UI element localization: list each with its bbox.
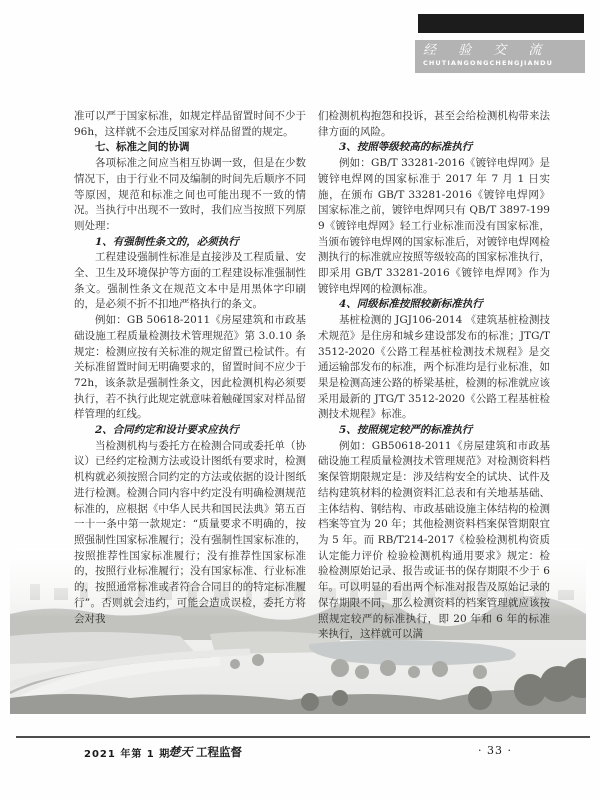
paragraph: 准可以严于国家标准，如规定样品留置时间不少于 96h，这样就不会违反国家对样品留置的规定。	[74, 110, 306, 138]
paragraph: 基桩检测的 JGJ106-2014 《建筑基桩检测技术规范》是住房和城乡建设部发布的标准；JTG/T 3512-2020《公路工程基桩检测技术规程》是交通运输部发布的标准，两个标准均是行业标准，如果是检测高速公路的桥梁基桩，检测的标准就应该采用最新的 JTG/T 3512-2020《公路工程基桩检测技术规程》标准。	[318, 314, 550, 421]
paragraph: 各项标准之间应当相互协调一致，但是在少数情况下，由于行业不同及编制的时间先后顺序不同等原因，规范和标准之间也可能出现不一致的情况。当执行中出现不一致时，我们应当按照下列原则处理：	[74, 157, 306, 232]
section-subtitle-pinyin: CHUTIANGONGCHENGJIANDU	[423, 59, 554, 67]
page-number: · 33 ·	[478, 744, 512, 757]
numbered-subheading: 2、合同约定和设计要求应执行	[95, 424, 239, 437]
paragraph: 例如：GB/T 33281-2016《镀锌电焊网》是镀锌电焊网的国家标准于 2017 年 7 月 1 日实施，在颁布 GB/T 33281-2016《镀锌电焊网》国家标准之前，镀锌电焊网只有 QB/T 3897-1999《镀锌电焊网》轻工行业标准而没有国家标准，当颁布镀锌电焊网的国家标准后，对镀锌电焊网检测执行的标准就应按照等级较高的国家标准执行，即采用 GB/T 33281-2016《镀锌电焊网》作为镀锌电焊网的检测标准。	[318, 157, 550, 295]
numbered-subheading: 1、有强制性条文的，必须执行	[95, 235, 239, 248]
header-black-bar	[418, 14, 584, 33]
footer-rule	[16, 736, 590, 738]
paragraph: 当检测机构与委托方在检测合同或委托单（协议）已经约定检测方法或设计图纸有要求时，检测机构就必须按照合同约定的方法或依据的设计图纸进行检测。检测合同内容中约定没有明确检测规范标准的，应根据《中华人民共和国民法典》第五百一十一条中第一款规定：“质量要求不明确的，按照强制性国家标准履行；没有强制性国家标准的，按照推荐性国家标准履行；没有推荐性国家标准的，按照行业标准履行；没有国家标准、行业标准的，按照通常标准或者符合合同目的的特定标准履行”。否则就会违约，可能会造成误检，委托方将会对我	[74, 439, 306, 625]
section-heading: 七、标准之间的协调	[95, 141, 190, 154]
right-column	[318, 109, 550, 643]
numbered-subheading: 3、按照等级较高的标准执行	[339, 141, 473, 154]
journal-logo: 楚天	[166, 745, 193, 759]
footer	[0, 743, 600, 763]
paragraph: 们检测机构抱怨和投诉，甚至会给检测机构带来法律方面的风险。	[318, 110, 550, 138]
footer-issue: 2021 年第 1 期	[84, 749, 171, 760]
section-title: 经 验 交 流	[423, 43, 551, 58]
article-body	[74, 109, 550, 643]
paragraph: 工程建设强制性标准是直接涉及工程质量、安全、卫生及环境保护等方面的工程建设标准强制性条文。强制性条文在规范文本中是用黑体字印刷的，是必须不折不扣地严格执行的条文。	[74, 251, 306, 311]
paragraph: 例如：GB50618-2011《房屋建筑和市政基础设施工程质量检测技术管理规范》对检测资料档案保管期限规定是：涉及结构安全的试块、试件及结构建筑材料的检测资料汇总表和有关地基基础、主体结构、钢结构、市政基础设施主体结构的检测档案等宜为 20 年；其他检测资料档案保管期限宜为 5 年。而 RB/T214-2017《检验检测机构资质认定能力评价 检验检测机构通用要求》规定：检验检测原始记录、报告或证书的保存期限不少于 6 年。可以明显的看出两个标准对报告及原始记录的保存期限不同，那么检测资料的档案管理就应该按照规定较严的标准执行，即 20 年和 6 年的标准来执行，这样就可以满	[318, 439, 550, 641]
numbered-subheading: 5、按照规定较严的标准执行	[339, 424, 473, 437]
paragraph: 例如：GB 50618-2011《房屋建筑和市政基础设施工程质量检测技术管理规范》第 3.0.10 条规定：检测应按有关标准的规定留置已检试件。有关标准留置时间无明确要求的，留置时间不应少于 72h，该条款是强制性条文，因此检测机构必须要执行，若不执行此规定就意味着触碰国家对样品留样管理的红线。	[74, 314, 306, 421]
numbered-subheading: 4、同级标准按照较新标准执行	[339, 298, 483, 311]
left-column	[74, 109, 306, 643]
section-header-band	[415, 40, 585, 73]
journal-name: 工程监督	[196, 745, 242, 759]
